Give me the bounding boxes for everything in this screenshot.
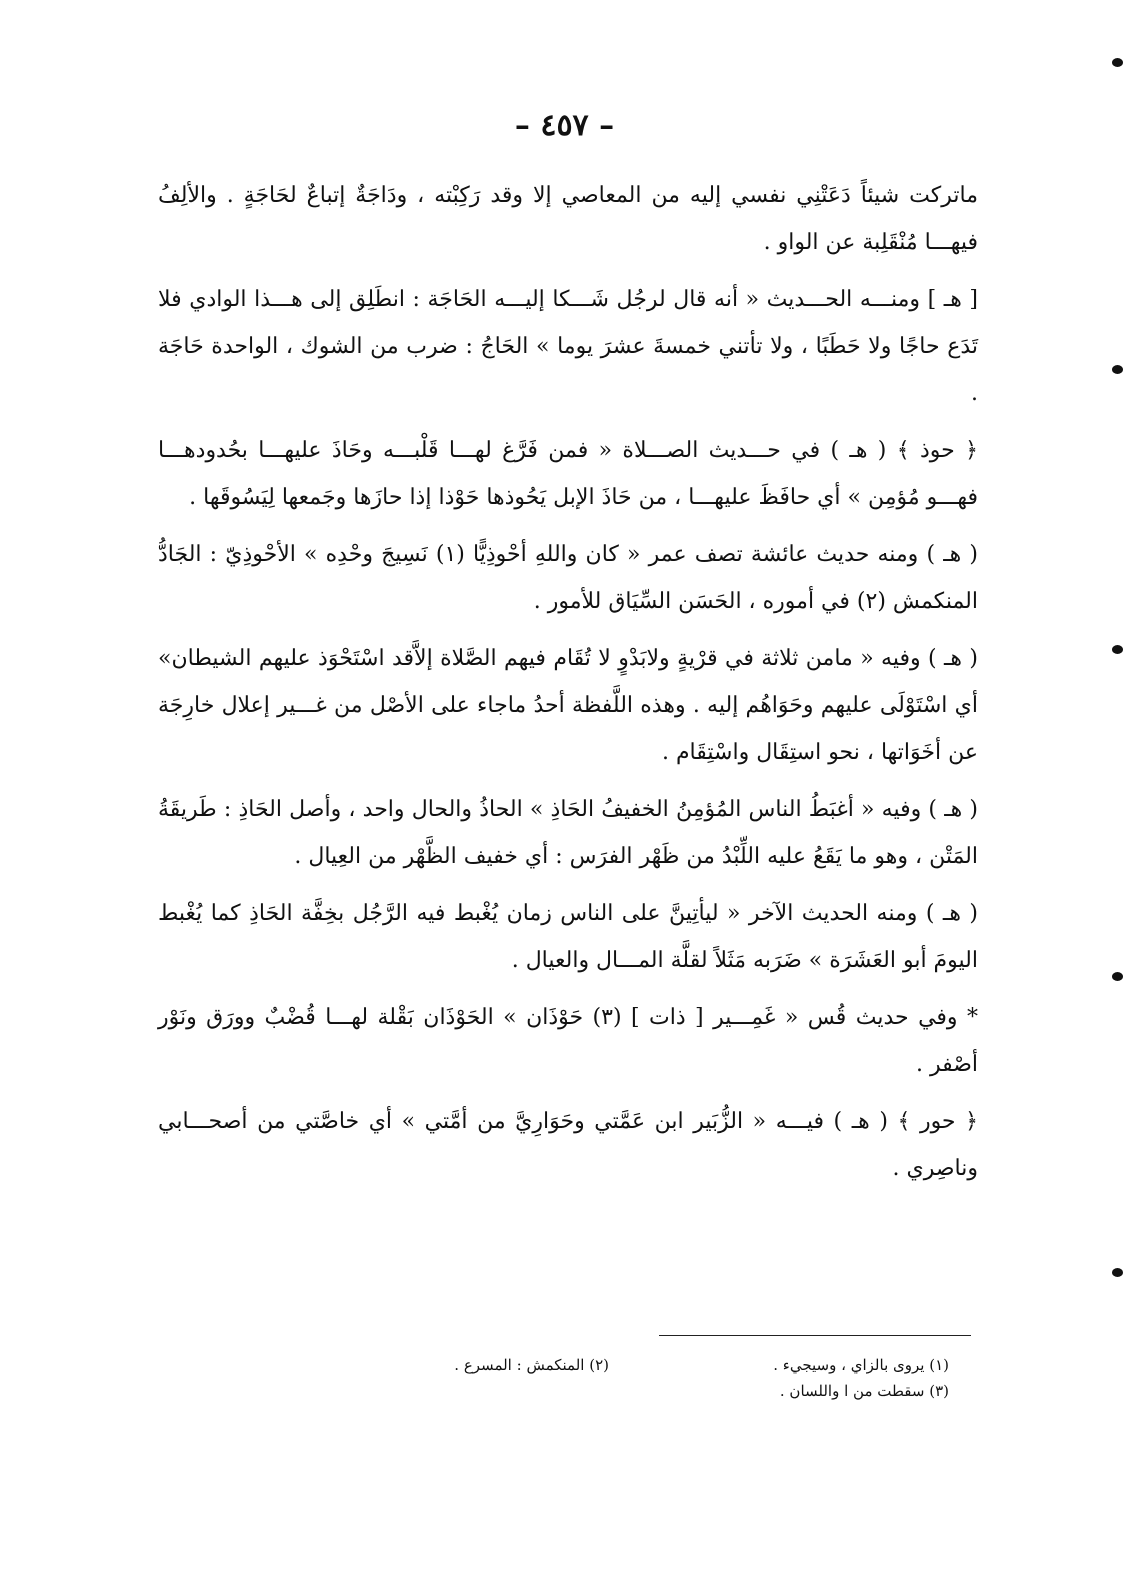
paragraph-hawdhan: * وفي حديث قُس « غَمِـــير [ ذات ] (٣) حَوْذَان » الحَوْذَان بَقْلة لهـــا قُضْبٌ وورَق ونَوْر أصْفر . [158,1005,978,1077]
entry-hawr: ﴿ حور ﴾ ( هـ ) فيـــه « الزُّبَير ابن عَمَّتي وحَوَارِيَّ من أمَّتي » أي خاصَّتي من أصحـــابي وناصِري . [158,1109,978,1181]
main-text [158,172,978,1192]
entry-hawdh: ﴿ حوذ ﴾ ( هـ ) في حـــديث الصـــلاة « فمن فَرَّغ لهـــا قَلْبـــه وحَاذَ عليهـــا بحُدودهـــا فهـــو مُؤمِن » أي حافَظَ عليهـــا ، من حَاذَ الإبل يَحُوذها حَوْذا إذا حازَها وجَمعها لِيَسُوقَها . [158,438,978,510]
scan-edge-mark [1112,1268,1123,1277]
scan-edge-mark [1112,645,1123,654]
page-number: – ٤٥٧ – [514,108,615,143]
paragraph-khiffat-al-hadh: ( هـ ) ومنه الحديث الآخر « ليأتِينَّ على الناس زمان يُغْبط فيه الرَّجُل بخِفَّة الحَاذِ كما يُغْبط اليومَ أبو العَشَرَة » ضَرَبه مَثَلاً لقلَّة المـــال والعيال . [158,901,978,973]
footnotes [329,1352,949,1412]
footnote-2: (٢) المنكمش : المسرع . [454,1356,609,1374]
paragraph-2: [ هـ ] ومنـــه الحـــديث « أنه قال لرجُل شَـــكا إليـــه الحَاجَة : انطَلِق إلى هـــذا الوادي فلا تَدَع حاجًا ولا حَطَبًا ، ولا تأتني خمسةَ عشرَ يوما » الحَاجُ : ضرب من الشوك ، الواحدة حَاجَة . [158,287,978,406]
scan-edge-mark [1112,365,1123,374]
footnote-1: (١) يروى بالزاي ، وسيجيء . [773,1356,949,1374]
paragraph-al-hadh: ( هـ ) وفيه « أغبَطُ الناس المُؤمِنُ الخفيفُ الحَاذِ » الحاذُ والحال واحد ، وأصل الحَاذِ : طَريقَةُ المَتْن ، وهو ما يَقَعُ عليه اللِّبْدُ من ظَهْر الفرَس : أي خفيف الظَّهْر من العِيال . [158,797,978,869]
footnote-divider [659,1335,971,1336]
paragraph-ahwadhi: ( هـ ) ومنه حديث عائشة تصف عمر « كان واللهِ أحْوذِيًّا (١) نَسِيجَ وحْدِه » الأحْوذِيّ : الجَادُّ المنكمش (٢) في أموره ، الحَسَن السِّيَاق للأمور . [158,542,978,614]
scan-edge-mark [1112,58,1123,67]
paragraph-1: ماتركت شيئاً دَعَتْنِي نفسي إليه من المعاصي إلا وقد رَكِبْته ، ودَاجَةٌ إتباعٌ لحَاجَةٍ . والألِفُ فيهـــا مُنْقَلِبة عن الواو . [158,183,978,255]
scan-edge-mark [1112,972,1123,981]
footnote-3: (٣) سقطت من ا واللسان . [779,1382,949,1400]
paragraph-istahwadha: ( هـ ) وفيه « مامن ثلاثة في قرْيةٍ ولابَدْوٍ لا تُقَام فيهم الصَّلاة إلاَّقد اسْتَحْوَذ عليهم الشيطان» أي اسْتَوْلَى عليهم وحَوَاهُم إليه . وهذه اللَّفظة أحدُ ماجاء على الأصْل من غـــير إعلال خارِجَة عن أخَوَاتها ، نحو استِقَال واسْتِقَام . [158,646,978,765]
